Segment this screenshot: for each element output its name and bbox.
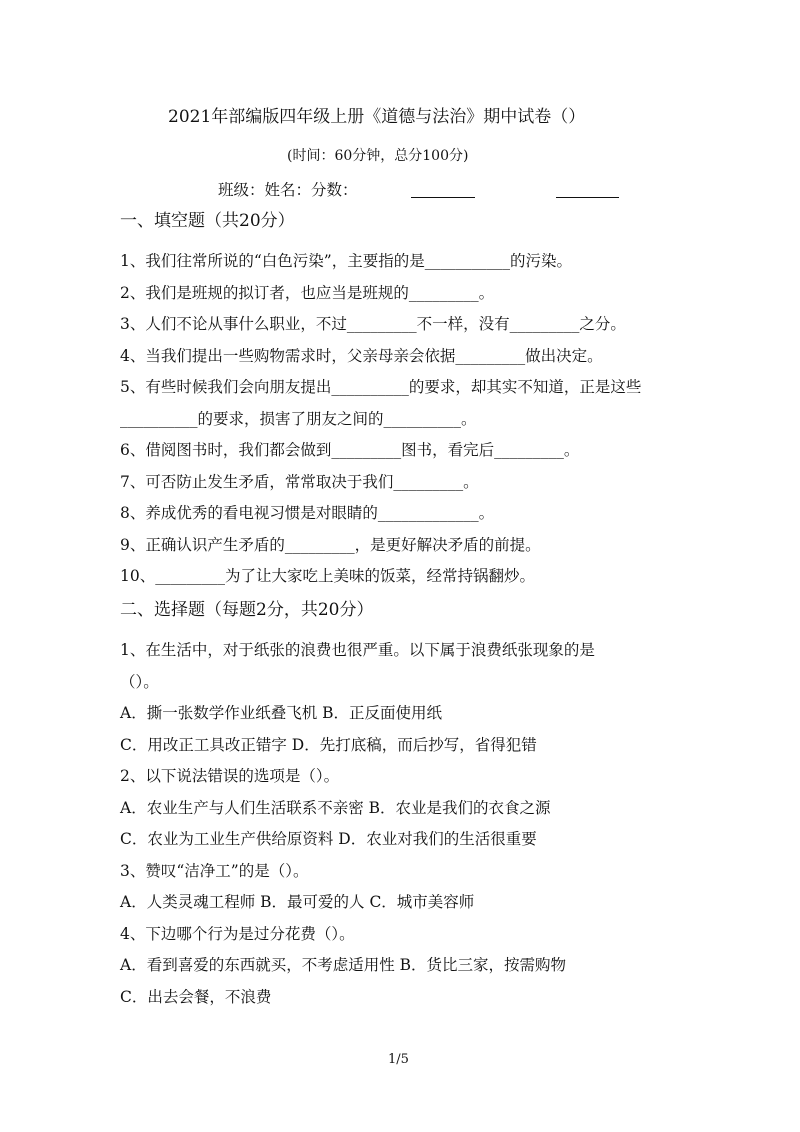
fill-question-9: 9、正确认识产生矛盾的_________，是更好解决矛盾的前提。	[120, 536, 541, 554]
page-number: 1/5	[388, 1052, 409, 1067]
choice-options-4a: A．看到喜爱的东西就买，不考虑适用性 B．货比三家，按需购物	[120, 956, 567, 974]
page-title: 2021年部编版四年级上册《道德与法治》期中试卷（）	[168, 107, 586, 127]
choice-question-3: 3、赞叹“洁净工”的是（）。	[120, 862, 309, 880]
choice-options-3: A．人类灵魂工程师 B．最可爱的人 C．城市美容师	[120, 893, 475, 911]
choice-options-1a: A．撕一张数学作业纸叠飞机 B．正反面使用纸	[120, 704, 443, 722]
fill-question-7: 7、可否防止发生矛盾，常常取决于我们_________。	[120, 473, 479, 491]
choice-question-4: 4、下边哪个行为是过分花费（）。	[120, 925, 355, 943]
info-blank-2	[556, 197, 619, 198]
section-heading-fill-blank: 一、填空题（共20分）	[120, 211, 295, 231]
fill-question-6: 6、借阅图书时，我们都会做到_________图书，看完后_________。	[120, 441, 580, 459]
fill-question-3: 3、人们不论从事什么职业，不过_________不一样，没有_________之分。	[120, 315, 626, 333]
choice-options-4b: C．出去会餐，不浪费	[120, 988, 272, 1006]
fill-question-5-continued: __________的要求，损害了朋友之间的__________。	[120, 410, 477, 428]
choice-question-1-continued: （）。	[120, 673, 159, 691]
fill-question-4: 4、当我们提出一些购物需求时，父亲母亲会依据_________做出决定。	[120, 347, 603, 365]
choice-question-1: 1、在生活中，对于纸张的浪费也很严重。以下属于浪费纸张现象的是	[120, 641, 595, 659]
student-info-label: 班级：姓名：分数：	[218, 181, 358, 199]
choice-options-2a: A．农业生产与人们生活联系不亲密 B．农业是我们的衣食之源	[120, 799, 551, 817]
fill-question-5: 5、有些时候我们会向朋友提出__________的要求，却其实不知道，正是这些	[120, 378, 642, 396]
info-blank-1	[411, 197, 475, 198]
section-heading-choice: 二、选择题（每题2分，共20分）	[120, 600, 374, 620]
fill-question-1: 1、我们往常所说的“白色污染”，主要指的是___________的污染。	[120, 252, 572, 270]
choice-options-1b: C．用改正工具改正错字 D．先打底稿，而后抄写，省得犯错	[120, 736, 537, 754]
fill-question-10: 10、_________为了让大家吃上美味的饭菜，经常持锅翻炒。	[120, 567, 535, 585]
fill-question-2: 2、我们是班规的拟订者，也应当是班规的_________。	[120, 284, 495, 302]
exam-time-score: (时间：60分钟，总分100分)	[287, 148, 469, 164]
choice-options-2b: C．农业为工业生产供给原资料 D．农业对我们的生活很重要	[120, 830, 537, 848]
fill-question-8: 8、养成优秀的看电视习惯是对眼睛的_____________。	[120, 504, 495, 522]
choice-question-2: 2、以下说法错误的选项是（）。	[120, 767, 340, 785]
